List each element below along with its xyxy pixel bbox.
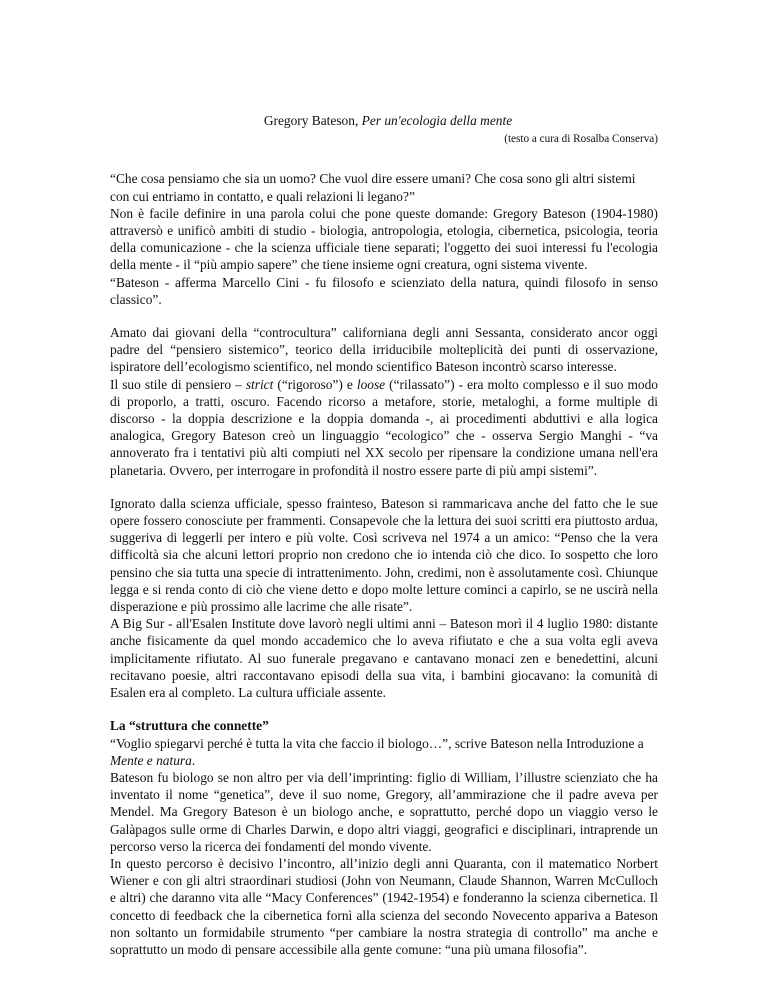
document-page xyxy=(110,112,658,958)
style-loose: loose xyxy=(356,376,386,392)
style-reception: Amato dai giovani della “controcultura” californiana degli anni Sessanta, considerato ancor oggi padre del “pensiero sistemico”, teorico della irriducibile molteplicità dei punti di osservazione, ispiratore dell’ecologismo scientifico, nel mondo scientifico Bateson incontrò scarso interesse. xyxy=(110,325,658,375)
title-work: Per un'ecologia della mente xyxy=(361,113,513,128)
curator-note: (testo a cura di Rosalba Conserva) xyxy=(504,133,658,146)
intro-quote: “Che cosa pensiamo che sia un uomo? Che vuol dire essere umani? Che cosa sono gli altri sistemi con cui entriamo in contatto, e quali relazioni li legano?” xyxy=(110,171,636,204)
ignored-death: A Big Sur - all'Esalen Institute dove lavorò negli ultimi anni – Bateson morì il 4 luglio 1980: distante anche fisicamente da quel mondo accademico che lo aveva rifiutato e che a sua volta egli aveva implicitamente rifiutato. Al suo funerale pregavano e cantavano monaci zen e benedettini, alcuni recitavano poesie, altri raccontavano episodi della sua vita, i bambini giocavano: la comunità di Esalen era al completo. La cultura ufficiale assente. xyxy=(110,616,658,701)
paragraph-intro xyxy=(110,170,658,308)
style-text-post: (“rilassato”) - era molto complesso e il suo modo di proporlo, a tratti, oscuro. Facendo ricorso a metafore, storie, metaloghi, a forme multiple di discorso - la doppia descrizione e la doppia domanda -, ai procedimenti abduttivi e alla logica analogica, Gregory Bateson creò un linguaggio “ecologico” che - osserva Sergio Manghi - “va annoverato fra i tentativi più alti compiuti nel XX secolo per ripensare la condizione umana nell'era planetaria. Ovvero, per interrogare in profondità il nostro essere parte di più ampi sistemi”. xyxy=(110,376,658,478)
section-cybernetics: In questo percorso è decisivo l’incontro, all’inizio degli anni Quaranta, con il matematico Norbert Wiener e con gli altri straordinari studiosi (John von Neumann, Claude Shannon, Warren McCulloch e altri) che daranno vita alle “Macy Conferences” (1942-1954) e fonderanno la scienza cibernetica. Il concetto di feedback che la cibernetica fornì alla scienza del secondo Novecento appariva a Bateson non soltanto un formidabile strumento “per cambiare la nostra strategia di controllo” ma anche e soprattutto un modo di pensare accessibile alla gente comune: “una più umana filosofia”. xyxy=(110,855,658,957)
paragraph-ignored xyxy=(110,495,658,701)
intro-definition: Non è facile definire in una parola colui che pone queste domande: Gregory Bateson (1904-1980) attraversò e unificò ambiti di studio - biologia, antropologia, etologia, cibernetica, psicologia, teoria della comunicazione - che la scienza ufficiale tiene separati; l'oggetto dei suoi interessi fu l'ecologia della mente - il “più ampio sapere” che tiene insieme ogni creatura, ogni sistema vivente. xyxy=(110,205,658,273)
section-quote-end: . xyxy=(191,752,196,768)
ignored-letter: Ignorato dalla scienza ufficiale, spesso frainteso, Bateson si rammaricava anche del fatto che le sue opere fossero conosciute per frammenti. Consapevole che la lettura dei suoi scritti era piuttosto ardua, suggeriva di leggerli per intero e più volte. Così scriveva nel 1974 a un amico: “Penso che la vera difficoltà sia che alcuni lettori proprio non credono che io intenda ciò che dico. Io sospetto che loro pensino che sia tutta una specie di intrattenimento. John, credimi, non è assolutamente così. Chiunque legga e si renda conto di ciò che viene detto e dopo molte letture cominci a capirlo, se ne uscirà nella disperazione e più prossimo alle lacrime che alle risate”. xyxy=(110,495,658,615)
style-text-pre: Il suo stile di pensiero – xyxy=(110,376,246,392)
section-biologist: Bateson fu biologo se non altro per via dell’imprinting: figlio di William, l’illustre scienziato che ha inventato il nome “genetica”, deve il suo nome, Gregory, all’ammirazione che il padre aveva per Mendel. Ma Gregory Bateson è un biologo anche, e soprattutto, perché dopo un viaggio verso le Galàpagos sulle orme di Charles Darwin, e dopo altri viaggi, geografici e disciplinari, intraprende un percorso verso la ricerca dei fondamenti del mondo vivente. xyxy=(110,769,658,854)
document-title xyxy=(110,112,658,129)
section-quote-text: “Voglio spiegarvi perché è tutta la vita che faccio il biologo…”, scrive Bateson nella Introduzione a xyxy=(110,735,644,751)
section-quote xyxy=(110,735,658,769)
paragraph-style xyxy=(110,324,658,479)
title-author: Gregory Bateson, xyxy=(263,113,362,128)
style-thinking xyxy=(110,376,658,479)
section-structure xyxy=(110,717,658,958)
section-heading: La “struttura che connette” xyxy=(110,718,269,734)
style-strict: strict xyxy=(245,376,274,392)
section-quote-book: Mente e natura xyxy=(110,752,192,768)
intro-cini-quote: “Bateson - afferma Marcello Cini - fu filosofo e scienziato della natura, quindi filosofo in senso classico”. xyxy=(110,274,658,307)
style-text-mid: (“rigoroso”) e xyxy=(273,376,357,392)
